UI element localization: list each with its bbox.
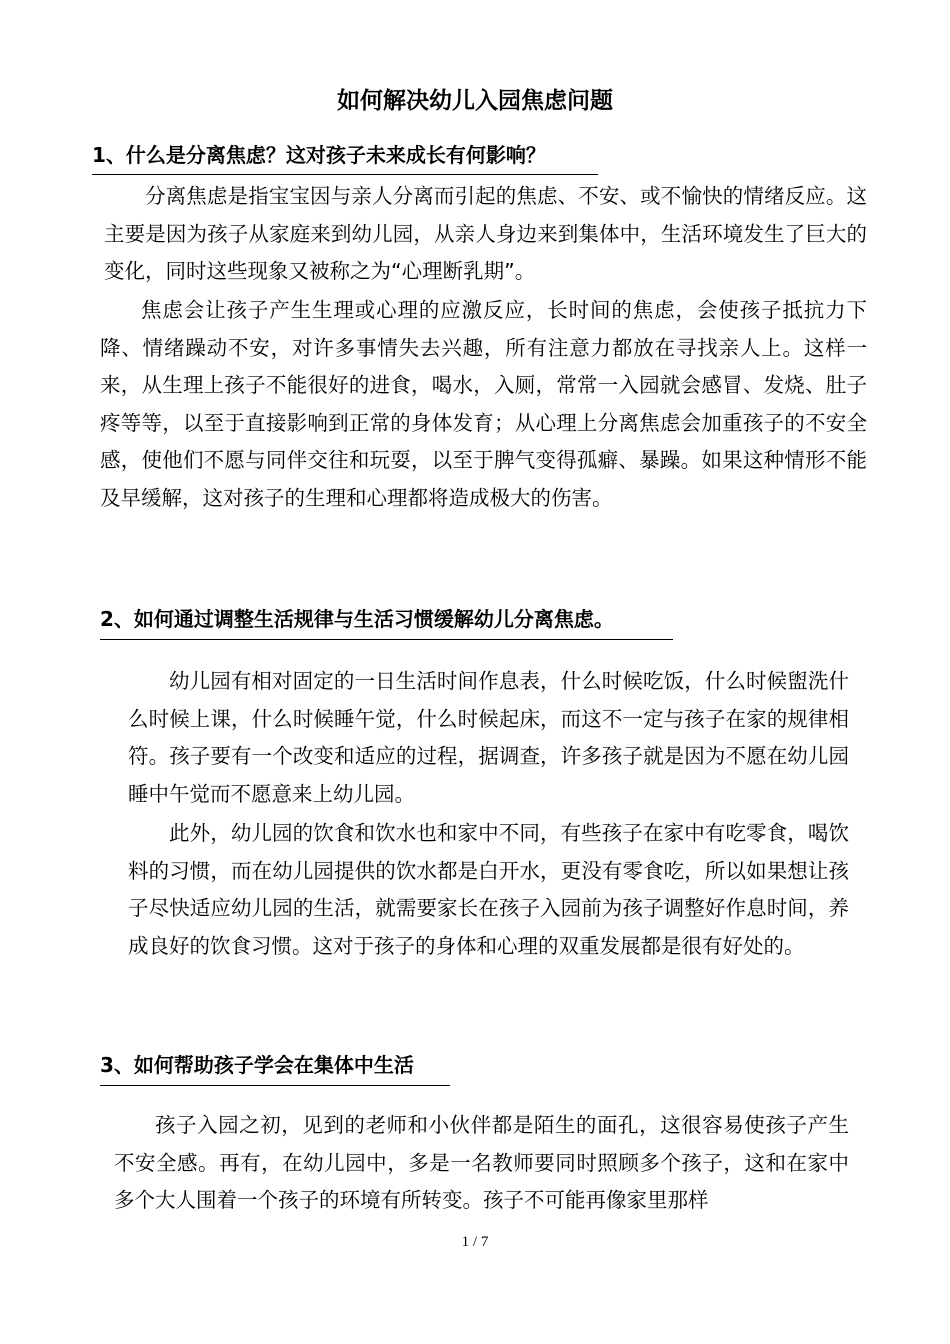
section-1-underline <box>92 174 598 175</box>
section-2-underline <box>100 639 673 640</box>
section-1-paragraph-2: 焦虑会让孩子产生生理或心理的应激反应，长时间的焦虑，会使孩子抵抗力下降、情绪躁动不安，对许多事情失去兴趣，所有注意力都放在寻找亲人上。这样一来，从生理上孩子不能很好的进食，喝水，入厕，常常一入园就会感冒、发烧、肚子疼等等，以至于直接影响到正常的身体发育；从心理上分离焦虑会加重孩子的不安全感，使他们不愿与同伴交往和玩耍，以至于脾气变得孤癖、暴躁。如果这种情形不能及早缓解，这对孩子的生理和心理都将造成极大的伤害。 <box>100 298 867 510</box>
section-3-paragraph-1: 孩子入园之初，见到的老师和小伙伴都是陌生的面孔，这很容易使孩子产生不安全感。再有，在幼儿园中，多是一名教师要同时照顾多个孩子，这和在家中多个大人围着一个孩子的环境有所转变。孩子不可能再像家里那样 <box>114 1113 849 1212</box>
section-2-heading: 2、如何通过调整生活规律与生活习惯缓解幼儿分离焦虑。 <box>100 607 614 631</box>
page-number: 1 / 7 <box>461 1234 489 1250</box>
section-1-heading: 1、什么是分离焦虑？这对孩子未来成长有何影响？ <box>92 143 546 167</box>
section-2-paragraph-1: 幼儿园有相对固定的一日生活时间作息表，什么时候吃饭，什么时候盥洗什么时候上课，什么时候睡午觉，什么时候起床，而这不一定与孩子在家的规律相符。孩子要有一个改变和适应的过程，据调查，许多孩子就是因为不愿在幼儿园睡中午觉而不愿意来上幼儿园。 <box>128 669 849 806</box>
page-title: 如何解决幼儿入园焦虑问题 <box>337 88 613 114</box>
section-3-heading: 3、如何帮助孩子学会在集体中生活 <box>100 1053 414 1077</box>
section-3-underline <box>100 1085 450 1086</box>
section-1-paragraph-1: 分离焦虑是指宝宝因与亲人分离而引起的焦虑、不安、或不愉快的情绪反应。这主要是因为孩子从家庭来到幼儿园，从亲人身边来到集体中，生活环境发生了巨大的变化，同时这些现象又被称之为“心理断乳期”。 <box>104 184 867 283</box>
section-2-paragraph-2: 此外，幼儿园的饮食和饮水也和家中不同，有些孩子在家中有吃零食，喝饮料的习惯，而在幼儿园提供的饮水都是白开水，更没有零食吃，所以如果想让孩子尽快适应幼儿园的生活，就需要家长在孩子入园前为孩子调整好作息时间，养成良好的饮食习惯。这对于孩子的身体和心理的双重发展都是很有好处的。 <box>128 821 849 958</box>
